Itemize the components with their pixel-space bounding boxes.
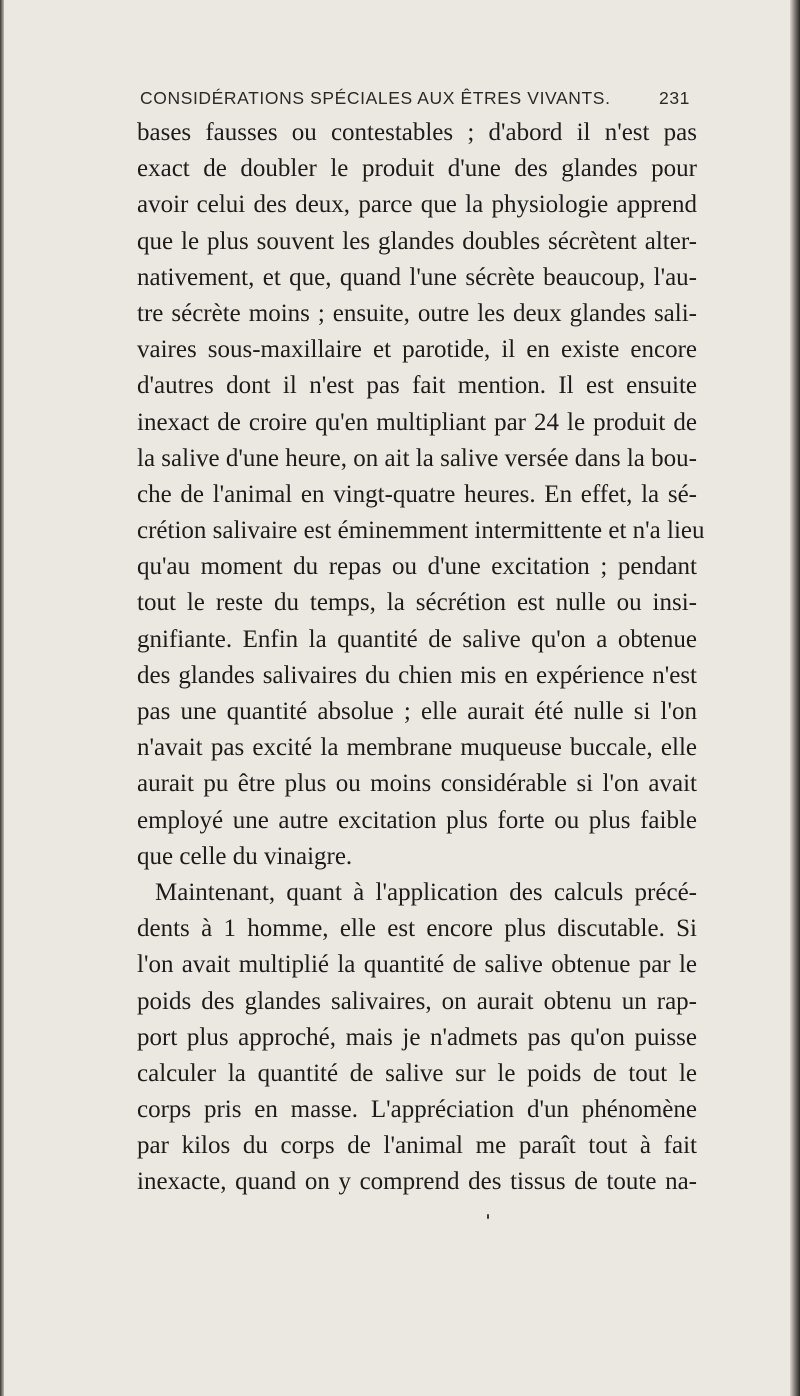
text-line: des glandes salivaires du chien mis en expérience n'est bbox=[137, 661, 697, 689]
running-title: CONSIDÉRATIONS SPÉCIALES AUX ÊTRES VIVANTS. bbox=[140, 88, 611, 108]
text-line: que le plus souvent les glandes doubles sécrètent alter- bbox=[137, 227, 697, 255]
page-number: 231 bbox=[659, 88, 690, 108]
page-left-edge bbox=[0, 0, 4, 1396]
text-line: port plus approché, mais je n'admets pas qu'on puisse bbox=[137, 1023, 697, 1051]
text-line: pas une quantité absolue ; elle aurait été nulle si l'on bbox=[137, 698, 697, 725]
text-line: calculer la quantité de salive sur le poids de tout le bbox=[137, 1059, 697, 1087]
ink-speck bbox=[487, 1214, 489, 1219]
text-line: nativement, et que, quand l'une sécrète beaucoup, l'au- bbox=[137, 263, 697, 291]
paragraph-start-line: Maintenant, quant à l'application des calculs précé- bbox=[155, 878, 697, 906]
text-line: corps pris en masse. L'appréciation d'un phénomène bbox=[137, 1096, 697, 1124]
running-header bbox=[140, 88, 690, 109]
text-line: la salive d'une heure, on ait la salive versée dans la bou- bbox=[137, 444, 697, 472]
body-text bbox=[137, 115, 705, 1201]
text-line: poids des glandes salivaires, on aurait obtenu un rap- bbox=[137, 987, 697, 1015]
text-line: qu'au moment du repas ou d'une excitation ; pendant bbox=[137, 553, 697, 581]
text-line: inexacte, quand on y comprend des tissus de toute na- bbox=[137, 1168, 697, 1196]
text-line: employé une autre excitation plus forte ou plus faible bbox=[137, 806, 697, 834]
text-line: vaires sous-maxillaire et parotide, il en existe encore bbox=[137, 336, 697, 364]
text-line: l'on avait multiplié la quantité de salive obtenue par le bbox=[137, 951, 697, 979]
text-line: tre sécrète moins ; ensuite, outre les deux glandes sali- bbox=[137, 299, 697, 327]
text-line: par kilos du corps de l'animal me paraît tout à fait bbox=[137, 1132, 697, 1160]
page-right-edge bbox=[790, 0, 800, 1396]
text-line: crétion salivaire est éminemment intermittente et n'a lieu bbox=[137, 517, 705, 545]
text-line: gnifiante. Enfin la quantité de salive qu'on a obtenue bbox=[137, 625, 697, 653]
paragraph-end-line: que celle du vinaigre. bbox=[137, 842, 353, 870]
text-line: bases fausses ou contestables ; d'abord il n'est pas bbox=[137, 119, 697, 146]
text-line: dents à 1 homme, elle est encore plus discutable. Si bbox=[137, 915, 697, 943]
text-line: n'avait pas excité la membrane muqueuse buccale, elle bbox=[137, 734, 697, 762]
text-line: che de l'animal en vingt-quatre heures. En effet, la sé- bbox=[137, 480, 697, 508]
text-line: inexact de croire qu'en multipliant par 24 le produit de bbox=[137, 408, 697, 436]
text-line: avoir celui des deux, parce que la physiologie apprend bbox=[137, 191, 697, 219]
text-line: d'autres dont il n'est pas fait mention. Il est ensuite bbox=[137, 372, 697, 400]
text-line: aurait pu être plus ou moins considérable si l'on avait bbox=[137, 770, 697, 798]
text-line: tout le reste du temps, la sécrétion est nulle ou insi- bbox=[137, 589, 697, 617]
text-line: exact de doubler le produit d'une des glandes pour bbox=[137, 155, 697, 183]
